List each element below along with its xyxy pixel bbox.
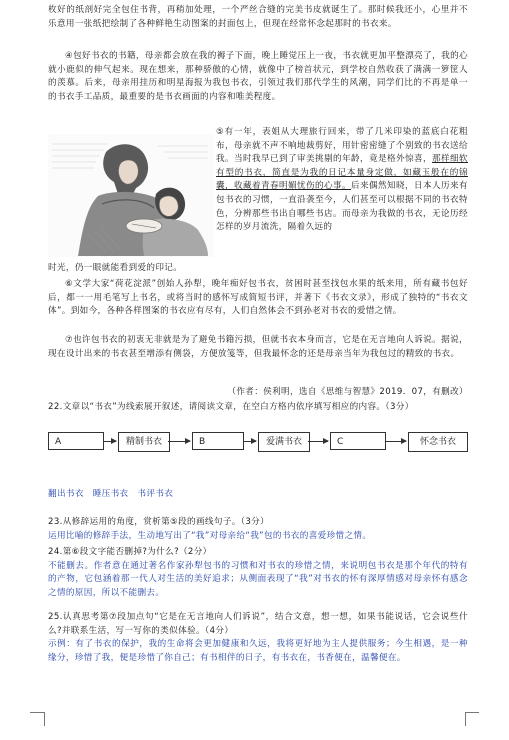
crop-mark-bottom-right xyxy=(465,712,480,726)
paragraph-5-tail-block xyxy=(48,262,468,276)
flow-box-step-3: 怀念书衣 xyxy=(408,432,468,452)
question-22-block xyxy=(48,401,468,415)
question-23-block xyxy=(48,516,468,543)
source-citation: （作者：侯利明，选自《思维与智慧》2019．07，有删改） xyxy=(227,387,468,397)
question-23-answer: 运用比喻的修辞手法，生动地写出了“我”对母亲给“我”包的书衣的喜爱珍惜之情。 xyxy=(48,530,372,541)
flow-arrow-2 xyxy=(168,441,190,442)
underlined-sentence: 那样细软有型的书衣，简直是为我的日记本量身定做，如藏玉般在的锦囊，收藏着青春明媚忧伤的心事。 xyxy=(216,154,468,192)
crop-mark-bottom-right-h xyxy=(465,712,479,713)
question-24-block xyxy=(48,546,468,600)
question-24-answer: 不能删去。作者意在通过著名作家孙犁包书的习惯和对书衣的珍惜之情，来说明包书衣是那个年代的特有的产物，它包涵着那一代人对生活的美好追求；从侧面表现了“我”对书衣的怀有深厚情感对母亲怀有感念之情的原因，所以不能删去。 xyxy=(48,560,468,598)
flow-box-step-1: 精制书衣 xyxy=(118,432,170,452)
crop-mark-bottom-left xyxy=(30,712,45,726)
question-22-answer-block xyxy=(48,488,468,502)
paragraph-continuation xyxy=(48,4,468,31)
question-25: 25.认真思考第⑦段加点句“它是在无言地向人们诉说”，结合文意，想一想，如果书能说话，它会说些什么?并联系生活，写一写你的类似体验。（4分） xyxy=(48,612,468,636)
flow-arrow-3 xyxy=(244,441,256,442)
flow-arrow-5 xyxy=(386,441,406,442)
source-line xyxy=(48,386,468,400)
paragraph-5-rest: 后来偶然知晓，日本人历来有包书衣的习惯，一直沿袭至今，人们甚至可以根据不同的书衣特色，分辨那些书出自哪些书店。而母亲为我做的书衣，无论历经怎样的岁月流洗，隔着久远的 xyxy=(216,181,468,233)
question-25-answer: 示例：有了书衣的保护，我的生命将会更加健康和久远，我将更好地为主人提供服务；今生相遇，是一种缘分，珍惜了我，便是珍惜了你自己；有书相伴的日子，有书衣在，书香便在，温馨便在。 xyxy=(48,639,468,663)
paragraph-7: ⑦也许包书衣的初衷无非就是为了避免书籍污损，但就书衣本身而言，它是在无言地向人诉说。据说，现在设计出来的书衣甚至增添有侧袋，方便放笺等，但我最怀念的还是母亲当年为我包过的精致的书衣。 xyxy=(48,335,468,359)
paragraph-5-tail: 时光，仍一眼就能看到爱的印记。 xyxy=(48,263,183,273)
paragraph-5-lead: ⑤有一年，表姐从大理旅行回来，带了几米印染的蓝底白花粗布，母亲就不声不响地裁剪好，用针密密缝了个别致的书衣送给我。当时我早已到了审美挑剔的年龄，竟是格外惊喜， xyxy=(216,127,468,165)
question-23: 23.从修辞运用的角度，赏析第⑤段的画线句子。（3分） xyxy=(48,517,270,527)
paragraph-4: ④包好书衣的书籍，母亲都会放在我的褥子下面，晚上睡觉压上一夜，书衣就更加平整漂亮了，我的心就小鹿似的伸气起来。现在想来，那种骄傲的心情，就像中了榜首状元，到学校自然收获了满满一箩筐人的羡慕。后来，母亲用挂历和明星海报为我包书衣，引领过我们那代学生的风潮，同学们比的不再是单一的书衣手工品质，最重要的是书衣画面的内容和唯美程度。 xyxy=(48,51,468,102)
mother-sewing-illustration xyxy=(48,134,214,257)
paragraph-5 xyxy=(216,126,468,235)
paragraph-5-side-text xyxy=(216,126,468,235)
flow-diagram xyxy=(48,432,468,458)
question-22: 22.文章以“书衣”为线索展开叙述，请阅读文章，在空白方格内依序填写相应的内容。（3分） xyxy=(48,402,414,412)
paragraph-6-block xyxy=(48,278,468,319)
paragraph-top: 枚好的纸剖好完全包住书背，再稍加处理，一个严丝合缝的完美书皮就诞生了。那时候我还小，心里并不乐意用一张纸把绘制了各种鲜艳生动图案的封面包上，但现在经常怀念起那时的书衣来。 xyxy=(48,5,468,29)
flow-box-step-2: 爱满书衣 xyxy=(258,432,310,452)
flow-box-b[interactable]: B xyxy=(192,432,244,450)
flow-box-c[interactable]: C xyxy=(330,432,386,450)
flow-arrow-1 xyxy=(104,441,116,442)
flow-arrow-4 xyxy=(308,441,328,442)
question-25-block xyxy=(48,611,468,665)
paragraph-7-block xyxy=(48,334,468,361)
question-22-answer: 翻出书衣 睡压书衣 书评书衣 xyxy=(48,489,174,499)
question-24: 24.第⑥段文字能否删掉?为什么?（2分） xyxy=(48,547,212,557)
flow-box-a[interactable]: A xyxy=(48,432,104,450)
crop-mark-bottom-left-h xyxy=(30,712,44,713)
paragraph-4-block xyxy=(48,50,468,104)
paragraph-6: ⑥文学大家“荷花淀派”创始人孙犁，晚年痴好包书衣，贫困时甚至找包水果的纸来用，所有藏书包好后，都一一用毛笔写上书名，或将当时的感怀写成简短书评，并著下《书衣文录》，形成了独特的“书衣文体”。到如今，各种各样图案的书衣应有尽有，人们自然体会不到孙老对书衣的爱惜之情。 xyxy=(48,279,468,317)
